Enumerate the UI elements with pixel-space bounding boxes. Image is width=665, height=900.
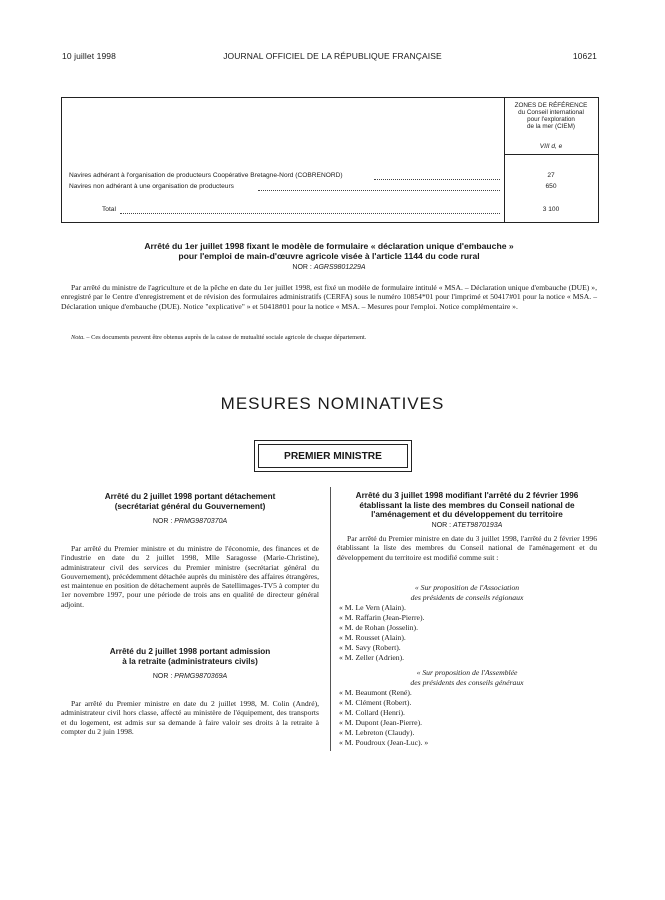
- list-item: « M. Raffarin (Jean-Pierre).: [339, 612, 425, 622]
- header-date: 10 juillet 1998: [62, 51, 116, 61]
- list-item: « M. de Rohan (Josselin).: [339, 622, 419, 632]
- list-heading: [337, 668, 597, 687]
- list-item: « M. Rousset (Alain).: [339, 632, 406, 642]
- zone-header-line: pour l'exploration: [527, 116, 575, 123]
- list-item: « M. Clément (Robert).: [339, 697, 412, 707]
- list-item: « M. Dupont (Jean-Pierre).: [339, 717, 423, 727]
- arrete-title-line: à la retraite (administrateurs civils): [122, 657, 258, 666]
- list-heading-line: des présidents de conseils régionaux: [410, 592, 524, 602]
- arrete-title: [61, 241, 597, 261]
- zone-header-line: du Conseil international: [518, 109, 584, 116]
- zone-header-line: de la mer (CIEM): [527, 123, 575, 130]
- nor-label: NOR :: [292, 264, 312, 271]
- list-item: « M. Collard (Henri).: [339, 707, 405, 717]
- arrete-body: Par arrêté du Premier ministre en date du 3 juillet 1998, l'arrêté du 2 février 1996 établissant la liste des membres du Conseil national de l'aménagement et du développement du territoire est modifié comme suit :: [337, 534, 597, 562]
- nor-reference: [61, 673, 319, 680]
- zone-subheader: VIII d, e: [539, 143, 563, 150]
- arrete-body: Par arrêté du ministre de l'agriculture et de la pêche en date du 1er juillet 1998, est fixé un modèle de formulaire intitulé « MSA. – Déclaration unique d'embauche (DUE) », enregistré par le Centre d'enregistrement et de révision des formulaires administratifs (CERFA) sous le numéro 10854*01 pour l'imprimé et 50417#01 pour la notice « MSA. – Déclaration unique d'embauche (DUE). Notice "explicative" » et 50418#01 pour la notice « MSA. – Mesures pour l'emploi. Notice complémentaire ».: [61, 283, 597, 311]
- zone-header-line: ZONES DE RÉFÉRENCE: [514, 102, 588, 109]
- nor-reference: [61, 264, 597, 271]
- reference-zone-table: [61, 97, 599, 223]
- table-row-leader: [374, 179, 500, 180]
- arrete-title-line: établissant la liste des membres du Conseil national de: [359, 500, 575, 510]
- list-heading-line: des présidents des conseils généraux: [410, 677, 524, 687]
- table-row-leader: [120, 213, 500, 214]
- note-label: Nota.: [71, 334, 85, 341]
- column-divider: [330, 487, 331, 751]
- table-row-label: Navires non adhérant à une organisation de producteurs: [69, 183, 234, 190]
- arrete-title: [61, 647, 319, 667]
- arrete-title-line: Arrêté du 2 juillet 1998 portant admission: [109, 647, 271, 656]
- header-journal-title: JOURNAL OFFICIEL DE LA RÉPUBLIQUE FRANÇAISE: [223, 51, 442, 61]
- note-text: – Ces documents peuvent être obtenus auprès de la caisse de mutualité sociale agricole de chaque département.: [84, 334, 367, 341]
- arrete-title-line: pour l'emploi de main-d'œuvre agricole visée à l'article 1144 du code rural: [178, 251, 480, 261]
- list-item: « M. Lebreton (Claudy).: [339, 727, 415, 737]
- table-horizontal-rule: [504, 154, 598, 155]
- table-vertical-rule: [504, 98, 505, 222]
- table-total-label: Total: [102, 206, 116, 213]
- nor-code: ATET9870193A: [453, 522, 503, 529]
- ministry-label: PREMIER MINISTRE: [258, 444, 408, 468]
- nor-code: AGRS9801229A: [313, 264, 366, 271]
- table-row-value: 650: [545, 183, 557, 190]
- arrete-title-line: Arrêté du 1er juillet 1998 fixant le modèle de formulaire « déclaration unique d'embauche »: [144, 241, 514, 251]
- table-total-value: 3 100: [542, 206, 560, 213]
- arrete-note: [61, 334, 597, 342]
- nor-code: PRMG9870370A: [174, 518, 228, 525]
- arrete-title-line: (secrétariat général du Gouvernement): [114, 502, 266, 511]
- nor-label: NOR :: [152, 518, 173, 525]
- arrete-title-line: Arrêté du 3 juillet 1998 modifiant l'arrêté du 2 février 1996: [355, 491, 579, 500]
- arrete-title-line: Arrêté du 2 juillet 1998 portant détachement: [104, 492, 276, 501]
- list-heading: [337, 583, 597, 602]
- nor-reference: [61, 518, 319, 525]
- header-page-number: 10621: [572, 51, 597, 61]
- member-list: [339, 603, 597, 662]
- member-list: [339, 688, 597, 747]
- table-row-value: 27: [547, 172, 555, 179]
- nor-label: NOR :: [431, 522, 452, 529]
- table-row-label: Navires adhérant à l'organisation de producteurs Coopérative Bretagne-Nord (COBRENORD): [69, 172, 343, 179]
- nor-label: NOR :: [152, 673, 173, 680]
- list-item: « M. Beaumont (René).: [339, 688, 412, 697]
- list-item: « M. Poudroux (Jean-Luc). »: [339, 737, 429, 747]
- arrete-body: Par arrêté du Premier ministre et du ministre de l'économie, des finances et de l'industrie en date du 2 juillet 1998, Mlle Saragosse (Marie-Christine), administrateur civil des services du Premier ministre (secrétariat général du Gouvernement), précédemment détachée auprès du ministère des affaires étrangères, est maintenue en position de détachement auprès de Satellimages-TV5 à compter du 1er novembre 1997, pour une période de trois ans en qualité de directeur général adjoint.: [61, 544, 319, 609]
- ministry-box: [254, 440, 412, 472]
- section-title: MESURES NOMINATIVES: [220, 394, 445, 413]
- arrete-title: [61, 492, 319, 512]
- nor-code: PRMG9870369A: [174, 673, 228, 680]
- arrete-title-line: l'aménagement et du développement du territoire: [371, 510, 563, 519]
- list-item: « M. Le Vern (Alain).: [339, 603, 406, 612]
- arrete-body: Par arrêté du Premier ministre en date du 2 juillet 1998, M. Colin (André), administrateur civil hors classe, affecté au ministère de l'équipement, des transports et du logement, est admis sur sa demande à faire valoir ses droits à la retraite à compter du 2 juin 1998.: [61, 699, 319, 736]
- list-heading-line: « Sur proposition de l'Assemblée: [416, 668, 518, 677]
- zone-column-header: [506, 102, 596, 130]
- list-heading-line: « Sur proposition de l'Association: [414, 583, 520, 592]
- arrete-title: [337, 491, 597, 520]
- table-row-leader: [258, 190, 500, 191]
- list-item: « M. Zeller (Adrien).: [339, 652, 405, 662]
- nor-reference: [337, 522, 597, 529]
- list-item: « M. Savy (Robert).: [339, 642, 401, 652]
